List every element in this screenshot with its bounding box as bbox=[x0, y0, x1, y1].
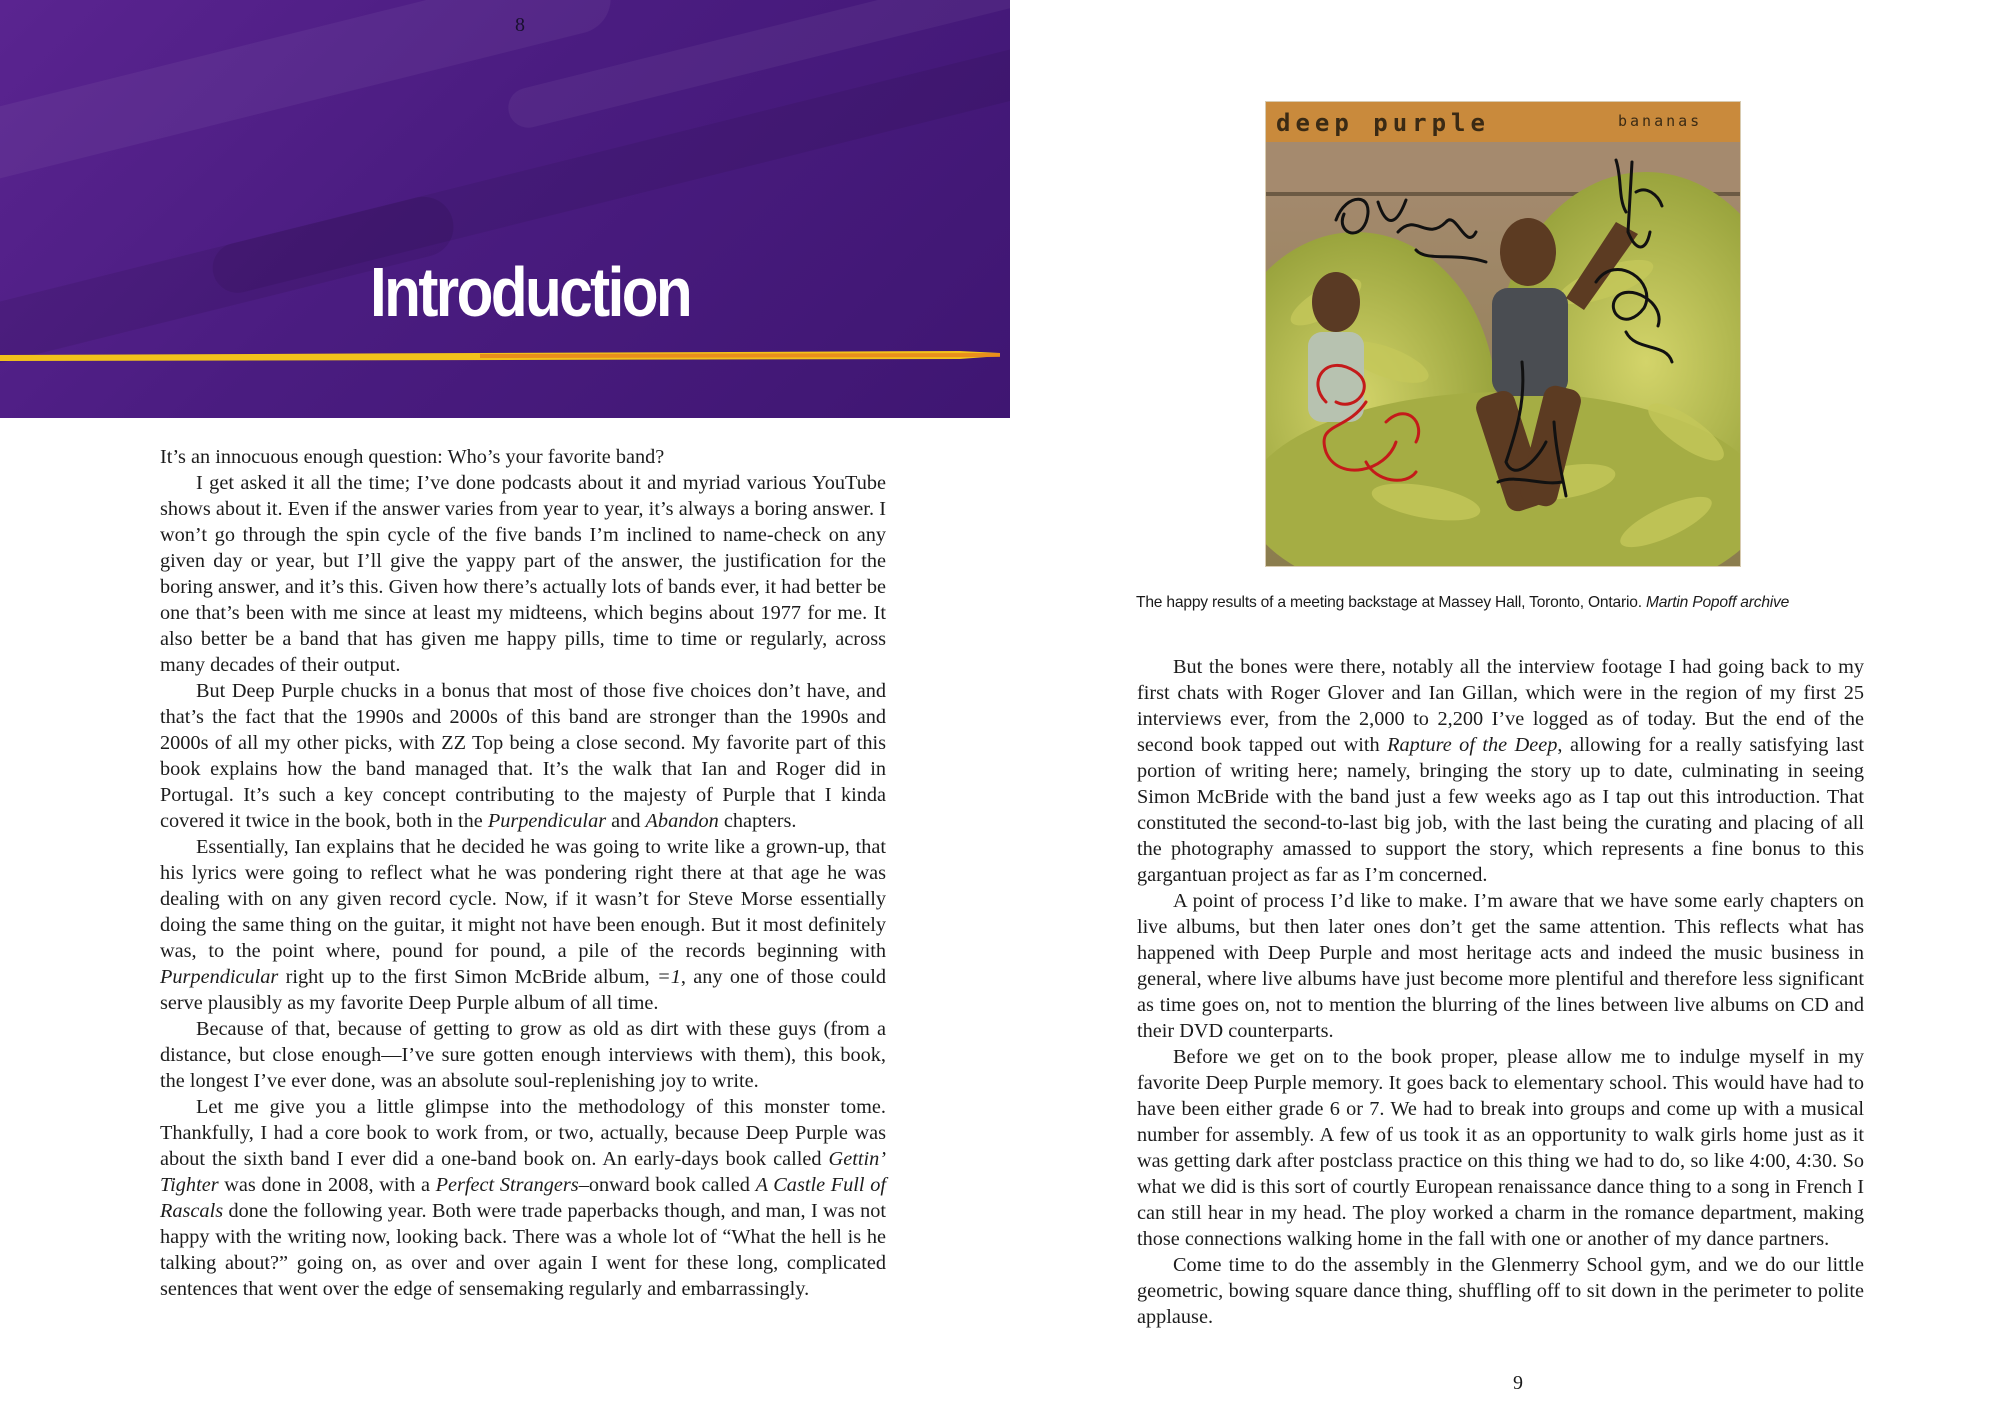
signed-album-cover-photo bbox=[1266, 102, 1740, 566]
paragraph: But the bones were there, notably all the interview footage I had going back to my first chats with Roger Glover and Ian Gillan, which were in the region of my first 25 interviews ever, from the 2,000 to 2,200 I’ve logged as of today. But the end of the second book tapped out with Rapture of the Deep, allowing for a really satisfying last portion of writing here; namely, bringing the story up to date, culminating in seeing Simon McBride with the band just a few weeks ago as I tap out this introduction. That constituted the second-to-last big job, with the last being the curating and placing of all the photography amassed to support the story, which represents a fine bonus to this gargantuan project as far as I’m concerned. bbox=[1137, 656, 1864, 886]
page-number-right: 9 bbox=[1513, 1372, 1523, 1394]
cover-band-name: deep purple bbox=[1276, 109, 1490, 137]
left-body-text bbox=[160, 444, 886, 1302]
paragraph: Because of that, because of getting to grow as old as dirt with these guys (from a distance, but close enough—I’ve sure gotten enough interviews with them), this book, the longest I’ve ever done, was an absolute soul-replenishing joy to write. bbox=[160, 1018, 886, 1092]
paragraph: But Deep Purple chucks in a bonus that most of those five choices don’t have, and that’s the fact that the 1990s and 2000s of this band are stronger than the 1990s and 2000s of all my other picks, with ZZ Top being a close second. My favorite part of this book explains how the band managed that. It’s the walk that Ian and Roger did in Portugal. It’s such a key concept contributing to the majesty of Purple that I kinda covered it twice in the book, both in the Purpendicular and Abandon chapters. bbox=[160, 680, 886, 832]
paragraph: Let me give you a little glimpse into the methodology of this monster tome. Thankfully, I had a core book to work from, or two, actually, because Deep Purple was about the sixth band I ever did a one-band book on. An early-days book called Gettin’ Tighter was done in 2008, with a Perfect Strangers–onward book called A Castle Full of Rascals done the following year. Both were trade paperbacks though, and man, I was not happy with the writing now, looking back. There was a whole lot of “What the hell is he talking about?” going on, as over and over again I went for these long, complicated sentences that went over the edge of sensemaking regularly and embarrassingly. bbox=[160, 1096, 886, 1300]
paragraph: Come time to do the assembly in the Glenmerry School gym, and we do our little geometric, bowing square dance thing, shuffling off to sit down in the perimeter to polite applause. bbox=[1137, 1254, 1864, 1328]
right-body-text bbox=[1137, 654, 1864, 1330]
paragraph: Before we get on to the book proper, please allow me to indulge myself in my favorite Deep Purple memory. It goes back to elementary school. This would have had to have been either grade 6 or 7. We had to break into groups and come up with a musical number for assembly. A few of us took it as an opportunity to walk girls home just as it was getting dark after postclass practice on this thing we had to do, so like 4:00, 4:30. So what we did is this sort of courtly European renaissance dance thing to a song in French I can still hear in my head. The ploy worked a charm in the romance department, making those connections walking home in the fall with one or another of my dance partners. bbox=[1137, 1046, 1864, 1250]
page-number-left: 8 bbox=[515, 14, 525, 36]
title-underline-stroke bbox=[0, 350, 1000, 362]
paragraph: Essentially, Ian explains that he decided he was going to write like a grown-up, that his lyrics were going to reflect what he was pondering right there at that age he was dealing with on any given record cycle. Now, if it wasn’t for Steve Morse essentially doing the same thing on the guitar, it might not have been enough. But it most definitely was, to the point where, pound for pound, a pile of the records beginning with Purpendicular right up to the first Simon McBride album, =1, any one of those could serve plausibly as my favorite Deep Purple album of all time. bbox=[160, 836, 886, 1014]
paragraph: I get asked it all the time; I’ve done podcasts about it and myriad various YouTube shows about it. Even if the answer varies from year to year, it’s always a boring answer. I won’t go through the spin cycle of the five bands I’m inclined to name-check on any given day or year, but I’ll give the yappy part of the answer, the justification for the boring answer, and it’s this. Given how there’s actually lots of bands ever, it had better be one that’s been with me since at least my midteens, which begins about 1977 for me. It also better be a band that has given me happy pills, time to time or regularly, across many decades of their output. bbox=[160, 472, 886, 676]
photo-caption: The happy results of a meeting backstage at Massey Hall, Toronto, Ontario. Martin Popoff archive bbox=[1136, 594, 1790, 611]
paragraph: A point of process I’d like to make. I’m aware that we have some early chapters on live albums, but then later ones don’t get the same attention. This reflects what has happened with Deep Purple and most heritage acts and indeed the music business in general, where live albums have just become more plentiful and therefore less significant as time goes on, not to mention the blurring of the lines between live albums on CD and their DVD counterparts. bbox=[1137, 890, 1864, 1042]
paragraph: It’s an innocuous enough question: Who’s your favorite band? bbox=[160, 446, 665, 468]
chapter-banner bbox=[0, 0, 1010, 418]
photo-credit: Martin Popoff archive bbox=[1645, 594, 1790, 611]
chapter-title: Introduction bbox=[370, 253, 691, 331]
cover-album-title: bananas bbox=[1618, 112, 1703, 130]
